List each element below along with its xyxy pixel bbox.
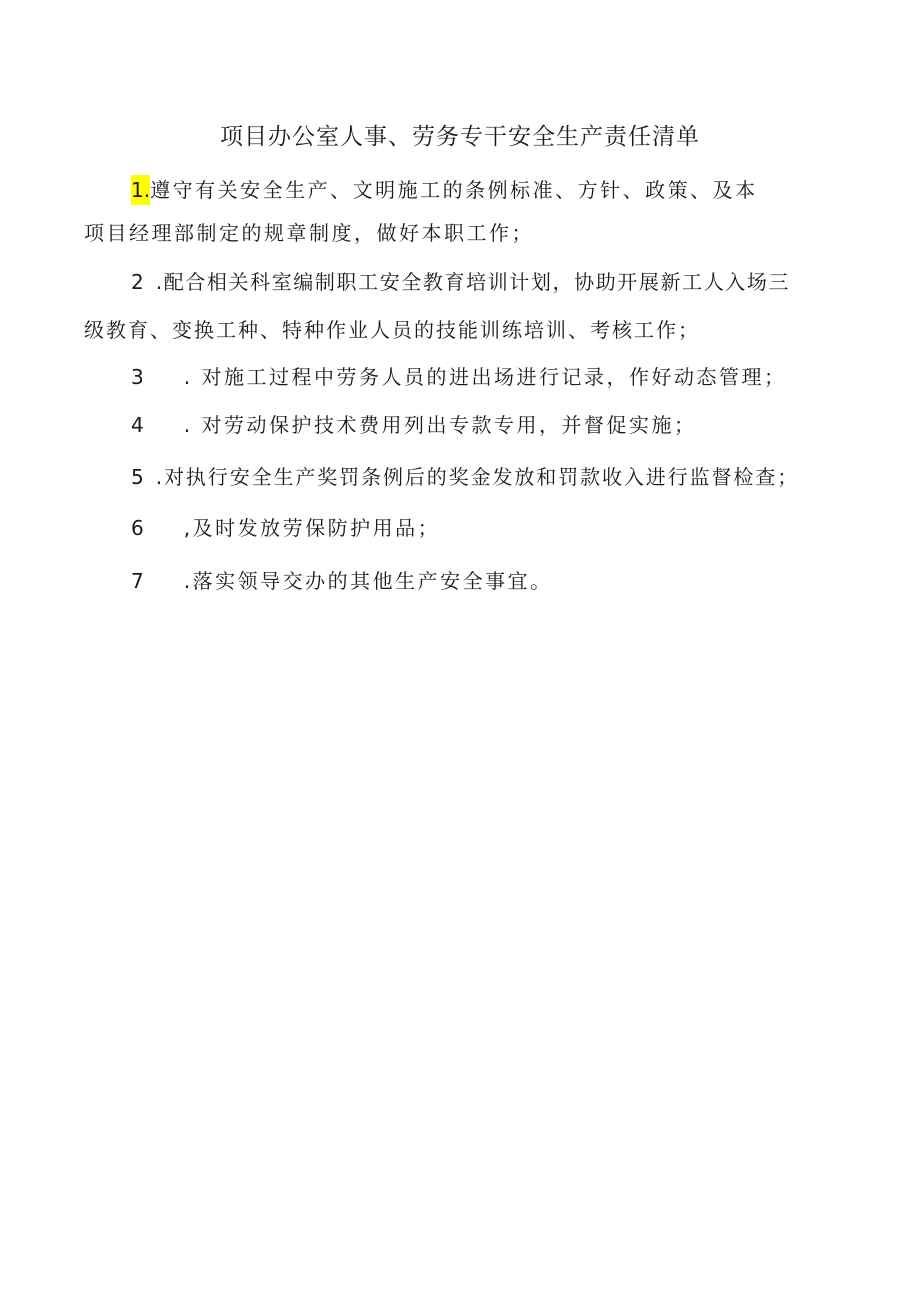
item-4-text: . 对劳动保护技术费用列出专款专用，并督促实施；: [183, 413, 697, 437]
item-7-number: 7: [131, 569, 144, 593]
list-item-3: [131, 362, 786, 392]
list-item-1-line-1: [131, 175, 758, 205]
item-6-number: 6: [131, 516, 144, 540]
list-item-2-line-2: 级教育、变换工种、特种作业人员的技能训练培训、考核工作；: [84, 318, 700, 342]
item-5-number: 5: [131, 465, 144, 489]
list-item-6: [131, 513, 440, 543]
item-1-number: 1.: [131, 175, 150, 205]
item-6-text: ,及时发放劳保防护用品；: [183, 516, 441, 540]
list-item-2-line-1: [131, 267, 790, 297]
item-1-text: 遵守有关安全生产、文明施工的条例标准、方针、政策、及本: [150, 178, 758, 202]
item-4-number: 4: [131, 413, 144, 437]
item-7-text: .落实领导交办的其他生产安全事宜。: [183, 569, 553, 593]
list-item-4: [131, 410, 696, 440]
item-5-text: .对执行安全生产奖罚条例后的奖金发放和罚款收入进行监督检查；: [155, 465, 800, 489]
item-3-number: 3: [131, 365, 144, 389]
page-title: 项目办公室人事、劳务专干安全生产责任清单: [220, 124, 700, 150]
item-2-number: 2: [131, 270, 144, 294]
list-item-7: [131, 566, 553, 596]
list-item-5: [131, 462, 799, 492]
item-2-text: .配合相关科室编制职工安全教育培训计划，协助开展新工人入场三: [155, 270, 791, 294]
list-item-1-line-2: 项目经理部制定的规章制度，做好本职工作；: [84, 221, 534, 245]
item-3-text: . 对施工过程中劳务人员的进出场进行记录，作好动态管理；: [183, 365, 787, 389]
